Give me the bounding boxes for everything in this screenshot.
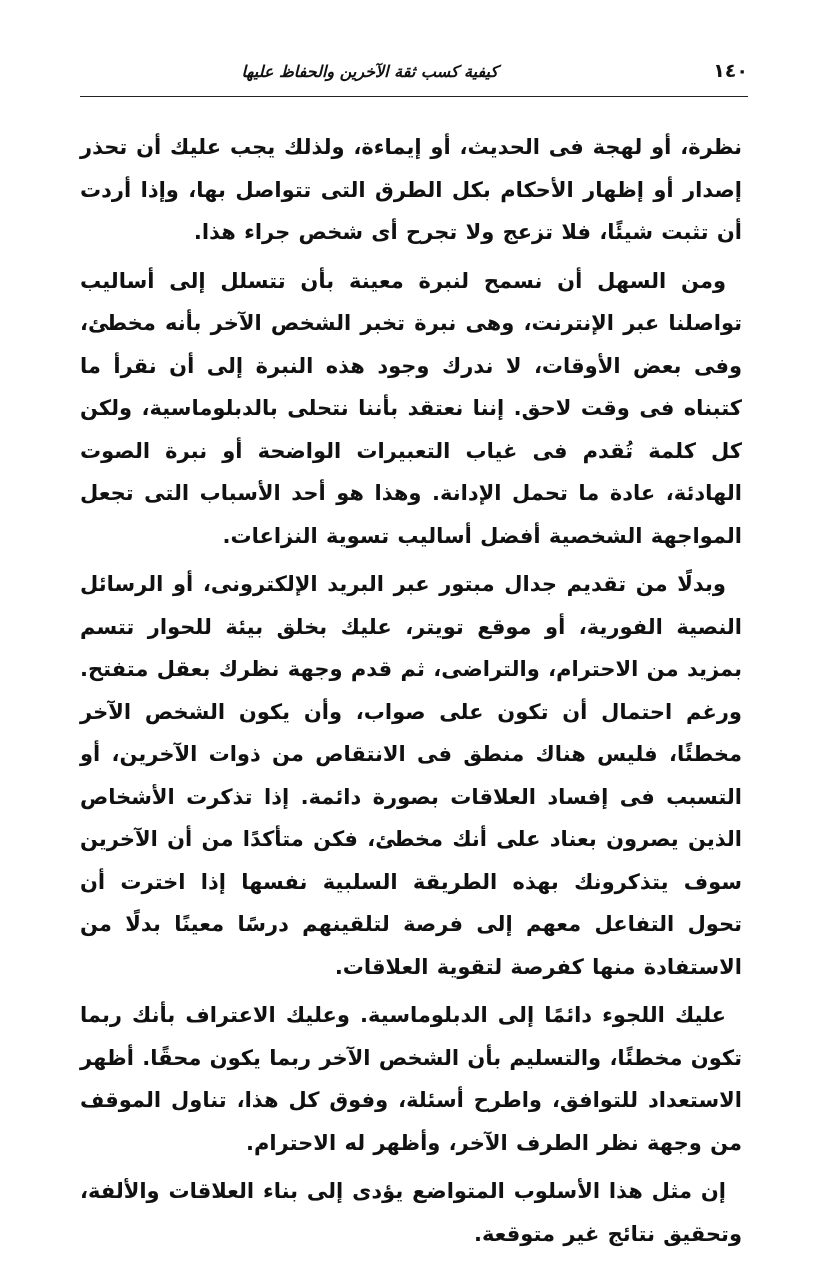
paragraph: نظرة، أو لهجة فى الحديث، أو إيماءة، ولذلك يجب عليك أن تحذر إصدار أو إظهار الأحكام بكل الطرق التى تتواصل بها، وإذا أردت أن تثبت شيئًا، فلا تزعج ولا تجرح أى شخص جراء هذا. <box>80 135 742 244</box>
header-divider <box>80 96 748 97</box>
paragraph: إن مثل هذا الأسلوب المتواضع يؤدى إلى بناء العلاقات والألفة، وتحقيق نتائج غير متوقعة. <box>80 1179 742 1246</box>
paragraph: ومن السهل أن نسمح لنبرة معينة بأن تتسلل إلى أساليب تواصلنا عبر الإنترنت، وهى نبرة تخبر الشخص الآخر بأنه مخطئ، وفى بعض الأوقات، لا ندرك وجود هذه النبرة إلى أن نقرأ ما كتبناه فى وقت لاحق. إننا نعتقد بأننا نتحلى بالدبلوماسية، ولكن كل كلمة تُقدم فى غياب التعبيرات الواضحة أو نبرة الصوت الهادئة، عادة ما تحمل الإدانة. وهذا هو أحد الأسباب التى تجعل المواجهة الشخصية أفضل أساليب تسوية النزاعات. <box>80 268 742 548</box>
running-header <box>80 60 748 90</box>
book-title: كيفية كسب ثقة الآخرين والحفاظ عليها <box>241 62 498 81</box>
page-number: ١٤٠ <box>713 60 748 82</box>
page-body <box>80 126 742 1261</box>
paragraph: وبدلًا من تقديم جدال مبتور عبر البريد الإلكترونى، أو الرسائل النصية الفورية، أو موقع تويتر، عليك بخلق بيئة للحوار تتسم بمزيد من الاحترام، والتراضى، ثم قدم وجهة نظرك بعقل متفتح. ورغم احتمال أن تكون على صواب، وأن يكون الشخص الآخر مخطئًا، فليس هناك منطق فى الانتقاص من ذوات الآخرين، أو التسبب فى إفساد العلاقات بصورة دائمة. إذا تذكرت الأشخاص الذين يصرون بعناد على أنك مخطئ، فكن متأكدًا من أن الآخرين سوف يتذكرونك بهذه الطريقة السلبية نفسها إذا اخترت أن تحول التفاعل معهم إلى فرصة لتلقينهم درسًا معينًا بدلًا من الاستفادة منها كفرصة لتقوية العلاقات. <box>80 572 742 979</box>
paragraph: عليك اللجوء دائمًا إلى الدبلوماسية. وعليك الاعتراف بأنك ربما تكون مخطئًا، والتسليم بأن الشخص الآخر ربما يكون محقًا. أظهر الاستعداد للتوافق، واطرح أسئلة، وفوق كل هذا، تناول الموقف من وجهة نظر الطرف الآخر، وأظهر له الاحترام. <box>80 1003 742 1155</box>
